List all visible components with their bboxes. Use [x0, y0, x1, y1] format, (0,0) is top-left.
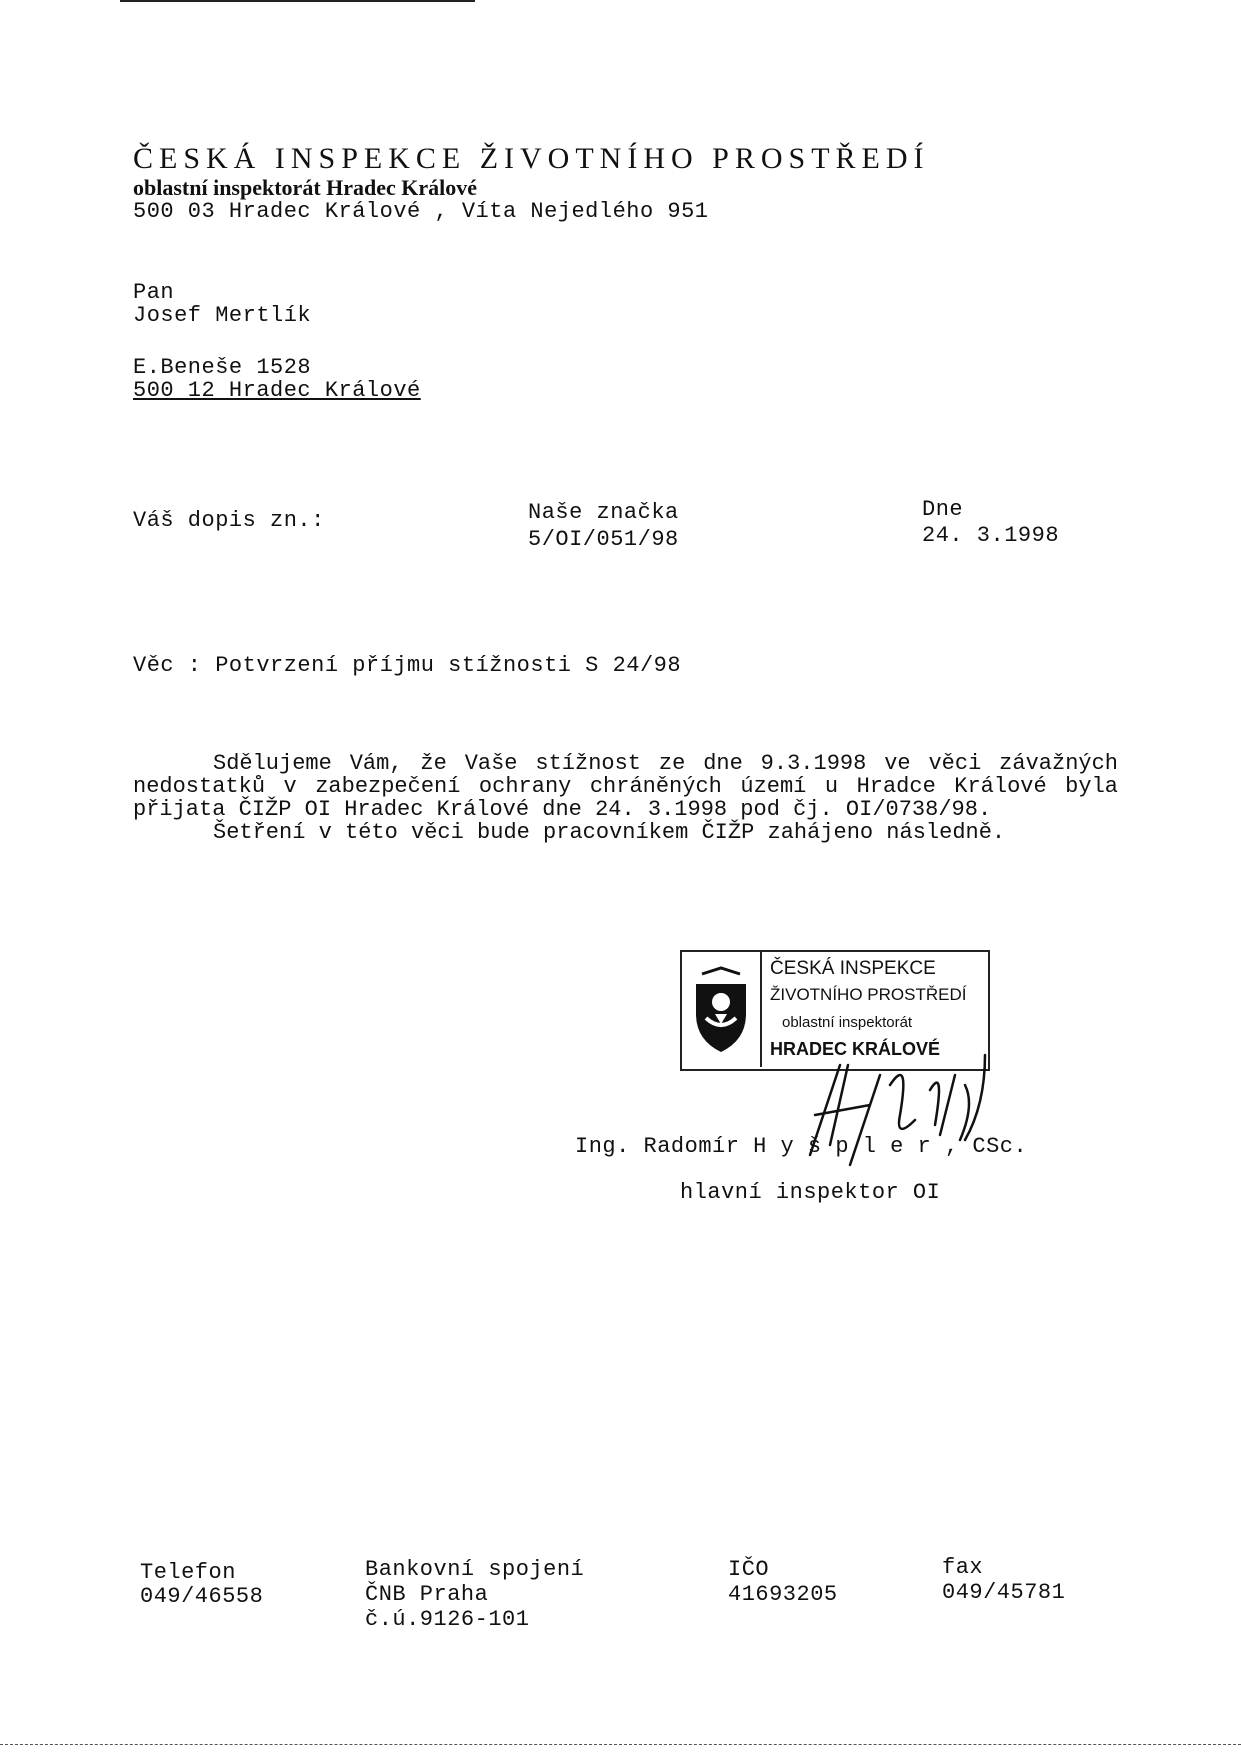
stamp-line-3: oblastní inspektorát	[782, 1014, 913, 1031]
body-paragraph-2: Šetření v této věci bude pracovníkem ČIŽP zahájeno následně.	[213, 820, 1006, 845]
footer-fax-value: 049/45781	[942, 1580, 1066, 1605]
office-address: 500 03 Hradec Králové , Víta Nejedlého 951	[133, 199, 709, 224]
date-value: 24. 3.1998	[922, 523, 1060, 548]
footer-ico-value: 41693205	[728, 1582, 838, 1607]
bottom-rule	[0, 1744, 1241, 1746]
footer-bank-name: ČNB Praha	[365, 1582, 489, 1607]
organization-name: ČESKÁ INSPEKCE ŽIVOTNÍHO PROSTŘEDÍ	[133, 142, 930, 175]
recipient-salutation: Pan	[133, 280, 175, 305]
our-ref-value: 5/OI/051/98	[528, 527, 679, 552]
signatory-name: Ing. Radomír H y š p l e r , CSc.	[575, 1134, 1028, 1159]
signatory-title: hlavní inspektor OI	[680, 1180, 941, 1205]
emblem-icon	[682, 952, 762, 1067]
stamp-line-1: ČESKÁ INSPEKCE	[770, 958, 936, 979]
date-label: Dne	[922, 497, 964, 522]
footer-bank-label: Bankovní spojení	[365, 1557, 585, 1582]
footer-fax-label: fax	[942, 1555, 984, 1580]
our-ref-label: Naše značka	[528, 500, 679, 525]
your-letter-label: Váš dopis zn.:	[133, 508, 325, 533]
stamp-line-2: ŽIVOTNÍHO PROSTŘEDÍ	[770, 985, 967, 1004]
footer-bank-account: č.ú.9126-101	[365, 1607, 530, 1632]
stamp-line-4: HRADEC KRÁLOVÉ	[770, 1039, 941, 1059]
top-rule	[120, 0, 475, 2]
footer-phone-label: Telefon	[140, 1560, 236, 1585]
office-name: oblastní inspektorát Hradec Králové	[133, 175, 478, 200]
recipient-street: E.Beneše 1528	[133, 355, 312, 380]
letter-body	[133, 752, 1118, 844]
subject-line: Věc : Potvrzení příjmu stížnosti S 24/98	[133, 653, 682, 678]
footer-ico-label: IČO	[728, 1557, 770, 1582]
body-paragraph-1: Sdělujeme Vám, že Vaše stížnost ze dne 9.3.1998 ve věci závažných nedostatků v zabezpečení ochrany chráněných území u Hradce Králové byla přijata ČIŽP OI Hradec Králové dne 24. 3.1998 pod čj. OI/0738/98.	[133, 751, 1118, 822]
recipient-name: Josef Mertlík	[133, 303, 312, 328]
recipient-city: 500 12 Hradec Králové	[133, 378, 421, 403]
footer-phone-value: 049/46558	[140, 1584, 264, 1609]
